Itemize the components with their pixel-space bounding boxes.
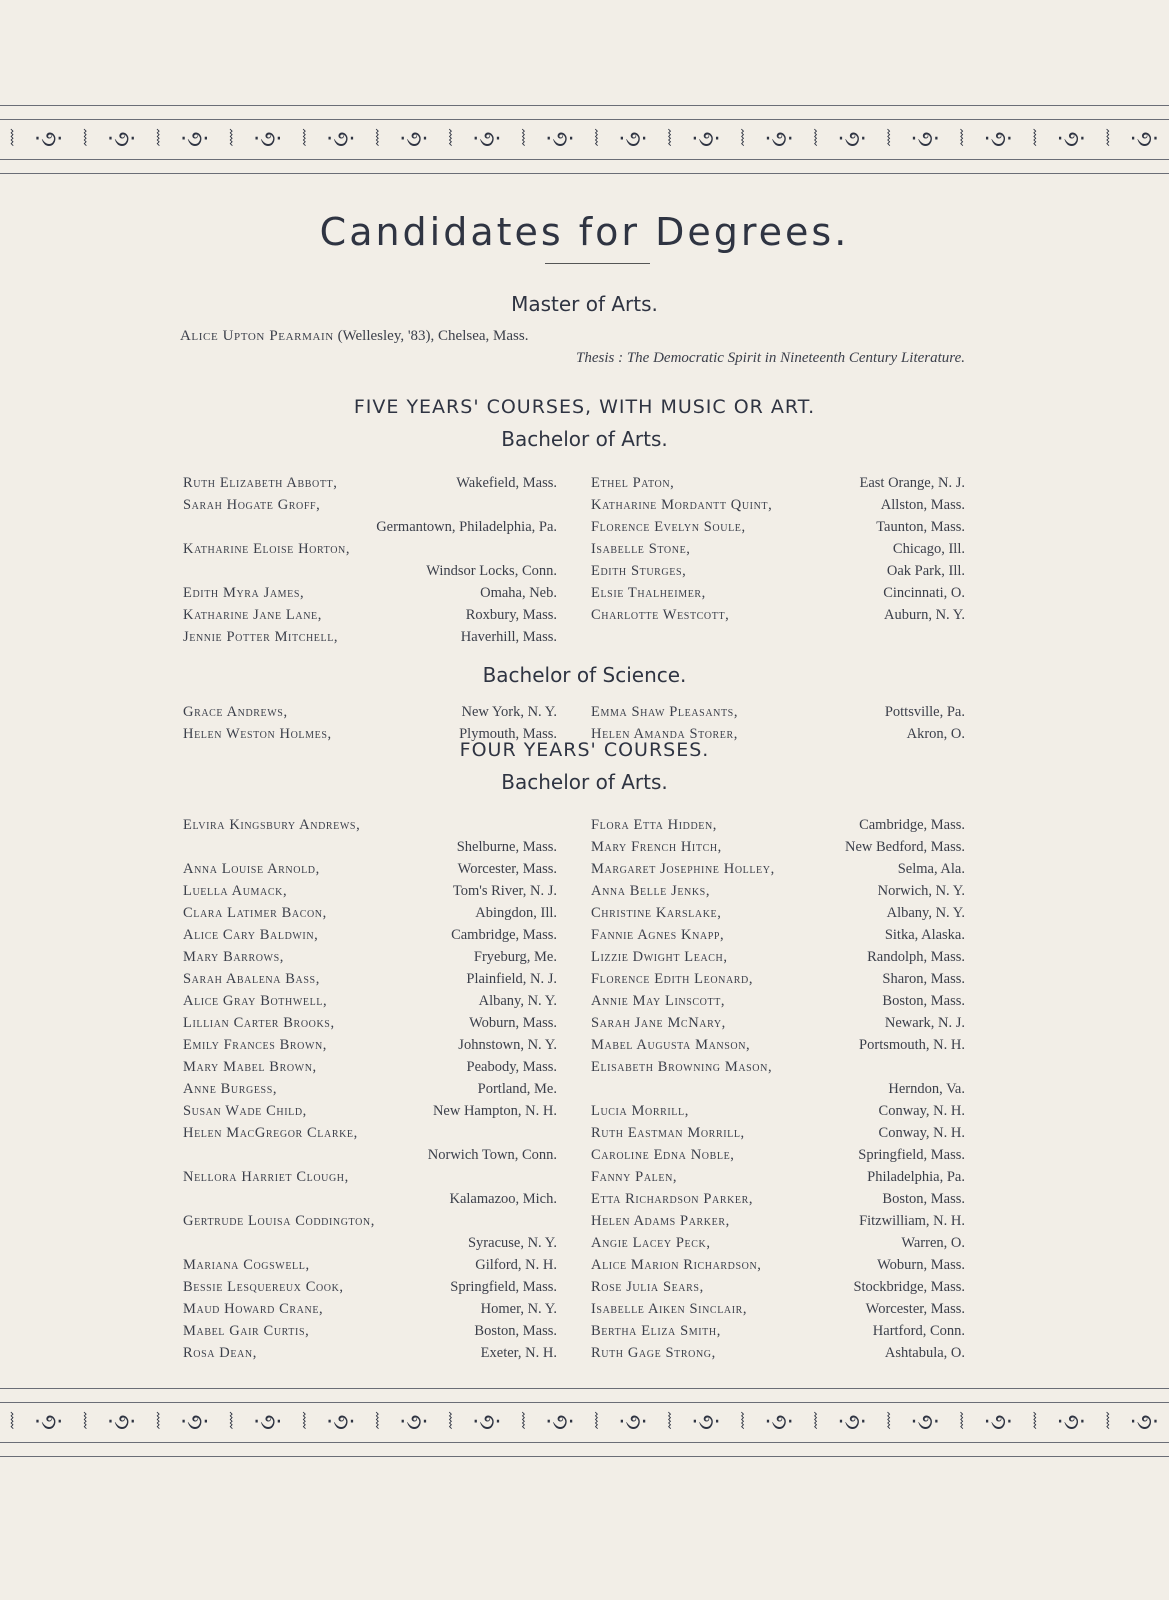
list-item — [591, 1298, 965, 1320]
candidate-hometown: Worcester, Mass. — [865, 1301, 965, 1317]
candidate-name: Gertrude Louisa Coddington, — [183, 1213, 375, 1229]
thesis-title: The Democratic Spirit in Nineteenth Century Literature. — [626, 350, 965, 366]
four-years-heading: FOUR YEARS' COURSES. — [459, 739, 710, 761]
list-item — [591, 1144, 965, 1166]
candidate-hometown: Windsor Locks, Conn. — [426, 563, 557, 579]
candidate-name: Mary French Hitch, — [591, 839, 722, 855]
candidate-name: Elsie Thalheimer, — [591, 585, 706, 601]
candidate-hometown: Springfield, Mass. — [450, 1279, 557, 1295]
wave-ornament-icon: ⦚ — [9, 1409, 15, 1435]
candidate-hometown: Conway, N. H. — [878, 1125, 965, 1141]
swirl-ornament-icon: ·૭· — [180, 126, 210, 152]
candidate-hometown: Syracuse, N. Y. — [467, 1235, 557, 1251]
wave-ornament-icon: ⦚ — [521, 126, 526, 152]
candidate-name: Nellora Harriet Clough, — [183, 1169, 349, 1185]
candidate-name: Mary Barrows, — [183, 949, 284, 965]
wave-ornament-icon: ⦚ — [1032, 126, 1038, 152]
candidate-name: Sarah Hogate Groff, — [183, 497, 321, 513]
list-item — [591, 924, 965, 946]
candidate-hometown: Portland, Me. — [477, 1081, 557, 1097]
candidate-name: Ethel Paton, — [591, 475, 675, 491]
candidate-hometown: Chicago, Ill. — [892, 541, 965, 557]
candidate-name: Anna Belle Jenks, — [591, 883, 711, 899]
candidate-name: Bertha Eliza Smith, — [591, 1323, 721, 1339]
candidate-hometown: Warren, O. — [901, 1235, 965, 1251]
wave-ornament-icon: ⦚ — [375, 1409, 380, 1435]
wave-ornament-icon: ⦚ — [448, 126, 453, 152]
wave-ornament-icon: ⦚ — [448, 1409, 453, 1435]
candidate-name: Mariana Cogswell, — [183, 1257, 310, 1273]
candidate-hometown: Fryeburg, Me. — [473, 949, 557, 965]
candidate-name: Annie May Linscott, — [591, 993, 726, 1009]
wave-ornament-icon: ⦚ — [521, 1409, 526, 1435]
list-item — [591, 472, 965, 494]
swirl-ornament-icon: ·૭· — [326, 126, 356, 152]
candidate-name: Mabel Augusta Manson, — [591, 1037, 751, 1053]
candidate-name: Anne Burgess, — [183, 1081, 278, 1097]
list-item — [591, 582, 965, 604]
candidate-name: Fannie Agnes Knapp, — [591, 927, 725, 943]
candidate-name: Clara Latimer Bacon, — [183, 905, 327, 921]
candidate-name: Florence Evelyn Soule, — [591, 519, 746, 535]
candidate-name: Sarah Jane McNary, — [591, 1015, 726, 1031]
list-item — [591, 1100, 965, 1122]
swirl-ornament-icon: ·૭· — [472, 126, 502, 152]
master-details: (Wellesley, '83), Chelsea, Mass. — [337, 328, 529, 344]
swirl-ornament-icon: ·૭· — [1129, 126, 1159, 152]
list-item — [591, 560, 965, 582]
list-item — [183, 701, 557, 723]
list-item — [183, 1034, 557, 1056]
swirl-ornament-icon: ·૭· — [399, 126, 429, 152]
list-item — [183, 1254, 557, 1276]
master-thesis — [576, 350, 965, 367]
list-item — [183, 924, 557, 946]
list-item — [591, 1034, 965, 1056]
candidate-hometown: Portsmouth, N. H. — [859, 1037, 965, 1053]
swirl-ornament-icon: ·૭· — [1129, 1409, 1159, 1435]
swirl-ornament-icon: ·૭· — [107, 126, 137, 152]
candidate-name: Helen Weston Holmes, — [183, 726, 332, 742]
candidate-name: Bessie Lesquereux Cook, — [183, 1279, 344, 1295]
list-item — [183, 582, 557, 604]
candidate-name: Christine Karslake, — [591, 905, 722, 921]
list-item — [183, 472, 557, 494]
candidate-hometown: Haverhill, Mass. — [460, 629, 557, 645]
list-item — [183, 1122, 557, 1144]
candidate-name: Katharine Eloise Horton, — [183, 541, 351, 557]
list-item — [183, 1056, 557, 1078]
swirl-ornament-icon: ·૭· — [33, 126, 64, 152]
swirl-ornament-icon: ·૭· — [545, 1409, 575, 1435]
list-item — [183, 1078, 557, 1100]
list-item — [183, 1320, 557, 1342]
candidate-hometown: Kalamazoo, Mich. — [449, 1191, 557, 1207]
candidate-hometown: Plymouth, Mass. — [459, 726, 557, 742]
candidate-hometown: Stockbridge, Mass. — [853, 1279, 965, 1295]
candidate-name: Ruth Gage Strong, — [591, 1345, 716, 1361]
candidate-name: Angie Lacey Peck, — [591, 1235, 711, 1251]
five-years-ba-right — [591, 472, 965, 626]
candidate-hometown: Sharon, Mass. — [882, 971, 965, 987]
candidate-name: Isabelle Aiken Sinclair, — [591, 1301, 748, 1317]
list-item — [591, 1122, 965, 1144]
list-item — [591, 990, 965, 1012]
swirl-ornament-icon: ·૭· — [618, 1409, 648, 1435]
candidate-name: Caroline Edna Noble, — [591, 1147, 735, 1163]
swirl-ornament-icon: ·૭· — [691, 126, 721, 152]
candidate-name: Florence Edith Leonard, — [591, 971, 754, 987]
swirl-ornament-icon: ·૭· — [837, 126, 867, 152]
list-item — [591, 1056, 965, 1078]
candidate-hometown: Johnstown, N. Y. — [458, 1037, 557, 1053]
list-item — [183, 494, 557, 516]
master-name: Alice Upton Pearmain — [180, 328, 334, 344]
candidate-hometown: Woburn, Mass. — [877, 1257, 965, 1273]
candidate-hometown: Plainfield, N. J. — [466, 971, 557, 987]
list-item — [591, 880, 965, 902]
list-item — [591, 1276, 965, 1298]
swirl-ornament-icon: ·૭· — [545, 126, 575, 152]
candidate-name: Lucia Morrill, — [591, 1103, 689, 1119]
candidate-name: Rose Julia Sears, — [591, 1279, 704, 1295]
candidate-name: Alice Marion Richardson, — [591, 1257, 762, 1273]
candidate-name: Elisabeth Browning Mason, — [591, 1059, 773, 1075]
swirl-ornament-icon: ·૭· — [983, 126, 1013, 152]
ornament-row — [0, 123, 1169, 155]
candidate-name: Edith Myra James, — [183, 585, 305, 601]
candidate-hometown: Albany, N. Y. — [478, 993, 557, 1009]
candidate-name: Ruth Elizabeth Abbott, — [183, 475, 338, 491]
candidate-name: Emily Frances Brown, — [183, 1037, 328, 1053]
candidate-name: Grace Andrews, — [183, 704, 288, 720]
swirl-ornament-icon: ·૭· — [399, 1409, 429, 1435]
candidate-name: Etta Richardson Parker, — [591, 1191, 754, 1207]
candidate-hometown: Roxbury, Mass. — [465, 607, 557, 623]
list-item — [591, 494, 965, 516]
candidate-hometown: Cambridge, Mass. — [451, 927, 557, 943]
master-heading: Master of Arts. — [511, 292, 658, 316]
list-item — [591, 902, 965, 924]
candidate-hometown: Herndon, Va. — [888, 1081, 965, 1097]
list-item — [591, 1012, 965, 1034]
candidate-name: Maud Howard Crane, — [183, 1301, 324, 1317]
list-item — [183, 902, 557, 924]
thesis-label: Thesis : — [576, 350, 624, 366]
list-item — [183, 880, 557, 902]
wave-ornament-icon: ⦚ — [959, 126, 964, 152]
candidate-name: Katharine Jane Lane, — [183, 607, 322, 623]
list-item — [591, 1188, 965, 1210]
wave-ornament-icon: ⦚ — [301, 126, 307, 152]
wave-ornament-icon: ⦚ — [228, 1409, 234, 1435]
candidate-hometown: Sitka, Alaska. — [884, 927, 965, 943]
candidate-hometown: Taunton, Mass. — [876, 519, 965, 535]
wave-ornament-icon: ⦚ — [667, 1409, 672, 1435]
candidate-name: Lizzie Dwight Leach, — [591, 949, 728, 965]
list-item — [591, 858, 965, 880]
candidate-name: Mary Mabel Brown, — [183, 1059, 317, 1075]
five-years-ba-heading: Bachelor of Arts. — [501, 427, 668, 451]
candidate-hometown: Selma, Ala. — [897, 861, 965, 877]
list-item — [183, 1342, 557, 1364]
candidate-hometown: Abingdon, Ill. — [475, 905, 557, 921]
list-item — [591, 1078, 965, 1100]
list-item — [183, 968, 557, 990]
wave-ornament-icon: ⦚ — [1105, 1409, 1111, 1435]
candidate-hometown: Woburn, Mass. — [469, 1015, 557, 1031]
list-item — [183, 626, 557, 648]
candidate-name: Alice Cary Baldwin, — [183, 927, 319, 943]
candidate-hometown: Conway, N. H. — [878, 1103, 965, 1119]
list-item — [591, 1342, 965, 1364]
swirl-ornament-icon: ·૭· — [764, 1409, 794, 1435]
wave-ornament-icon: ⦚ — [1105, 126, 1111, 152]
candidate-name: Charlotte Westcott, — [591, 607, 730, 623]
candidate-hometown: Exeter, N. H. — [480, 1345, 557, 1361]
candidate-hometown: Boston, Mass. — [474, 1323, 557, 1339]
wave-ornament-icon: ⦚ — [667, 126, 672, 152]
list-item — [591, 516, 965, 538]
candidate-hometown: Allston, Mass. — [880, 497, 965, 513]
candidate-name: Luella Aumack, — [183, 883, 288, 899]
candidate-hometown: East Orange, N. J. — [859, 475, 965, 491]
candidate-hometown: Boston, Mass. — [882, 993, 965, 1009]
list-item — [591, 1210, 965, 1232]
list-item — [591, 968, 965, 990]
list-item — [183, 604, 557, 626]
list-item — [183, 814, 557, 836]
wave-ornament-icon: ⦚ — [155, 1409, 161, 1435]
wave-ornament-icon: ⦚ — [813, 126, 818, 152]
five-years-heading: FIVE YEARS' COURSES, WITH MUSIC OR ART. — [353, 396, 816, 418]
candidate-hometown: Cambridge, Mass. — [859, 817, 965, 833]
candidate-hometown: Cincinnati, O. — [883, 585, 965, 601]
candidate-hometown: Ashtabula, O. — [884, 1345, 965, 1361]
list-item — [591, 1166, 965, 1188]
candidate-name: Jennie Potter Mitchell, — [183, 629, 339, 645]
wave-ornament-icon: ⦚ — [594, 126, 599, 152]
wave-ornament-icon: ⦚ — [886, 126, 891, 152]
five-years-ba-left — [183, 472, 557, 648]
swirl-ornament-icon: ·૭· — [326, 1409, 356, 1435]
swirl-ornament-icon: ·૭· — [983, 1409, 1013, 1435]
list-item — [183, 1298, 557, 1320]
candidate-hometown: Auburn, N. Y. — [884, 607, 965, 623]
candidate-name: Emma Shaw Pleasants, — [591, 704, 739, 720]
candidate-name: Flora Etta Hidden, — [591, 817, 718, 833]
candidate-name: Elvira Kingsbury Andrews, — [183, 817, 361, 833]
candidate-hometown: Germantown, Philadelphia, Pa. — [376, 519, 557, 535]
candidate-name: Edith Sturges, — [591, 563, 687, 579]
candidate-hometown: Peabody, Mass. — [466, 1059, 557, 1075]
swirl-ornament-icon: ·૭· — [33, 1409, 64, 1435]
list-item — [183, 560, 557, 582]
list-item — [591, 1254, 965, 1276]
candidate-hometown: Norwich, N. Y. — [877, 883, 965, 899]
bottom-ornamental-border — [0, 1388, 1169, 1456]
swirl-ornament-icon: ·૭· — [764, 126, 794, 152]
candidate-name: Ruth Eastman Morrill, — [591, 1125, 745, 1141]
wave-ornament-icon: ⦚ — [82, 1409, 88, 1435]
swirl-ornament-icon: ·૭· — [180, 1409, 210, 1435]
candidate-name: Katharine Mordantt Quint, — [591, 497, 773, 513]
candidate-hometown: Fitzwilliam, N. H. — [859, 1213, 965, 1229]
top-ornamental-border — [0, 105, 1169, 173]
candidate-name: Helen Amanda Storer, — [591, 726, 739, 742]
list-item — [183, 516, 557, 538]
list-item — [183, 1100, 557, 1122]
list-item — [183, 1012, 557, 1034]
list-item — [183, 858, 557, 880]
candidate-name: Fanny Palen, — [591, 1169, 678, 1185]
candidate-hometown: Worcester, Mass. — [457, 861, 557, 877]
candidate-name: Helen MacGregor Clarke, — [183, 1125, 358, 1141]
list-item — [591, 538, 965, 560]
list-item — [183, 1166, 557, 1188]
list-item — [591, 701, 965, 723]
list-item — [183, 990, 557, 1012]
four-years-left — [183, 814, 557, 1364]
candidate-hometown: Tom's River, N. J. — [452, 883, 557, 899]
wave-ornament-icon: ⦚ — [594, 1409, 599, 1435]
candidate-hometown: New Hampton, N. H. — [432, 1103, 557, 1119]
page-title: Candidates for Degrees. — [319, 210, 850, 254]
list-item — [183, 1188, 557, 1210]
candidate-name: Isabelle Stone, — [591, 541, 691, 557]
candidate-name: Mabel Gair Curtis, — [183, 1323, 310, 1339]
list-item — [183, 1276, 557, 1298]
ornament-row — [0, 1406, 1169, 1438]
wave-ornament-icon: ⦚ — [886, 1409, 891, 1435]
wave-ornament-icon: ⦚ — [301, 1409, 307, 1435]
candidate-hometown: Newark, N. J. — [884, 1015, 965, 1031]
swirl-ornament-icon: ·૭· — [910, 1409, 940, 1435]
list-item — [591, 1320, 965, 1342]
swirl-ornament-icon: ·૭· — [472, 1409, 502, 1435]
swirl-ornament-icon: ·૭· — [910, 126, 940, 152]
swirl-ornament-icon: ·૭· — [107, 1409, 137, 1435]
swirl-ornament-icon: ·૭· — [691, 1409, 721, 1435]
four-years-right — [591, 814, 965, 1364]
swirl-ornament-icon: ·૭· — [618, 126, 648, 152]
list-item — [183, 1232, 557, 1254]
candidate-hometown: Shelburne, Mass. — [456, 839, 557, 855]
candidate-name: Sarah Abalena Bass, — [183, 971, 320, 987]
wave-ornament-icon: ⦚ — [740, 1409, 745, 1435]
swirl-ornament-icon: ·૭· — [253, 1409, 283, 1435]
candidate-hometown: Oak Park, Ill. — [886, 563, 965, 579]
list-item — [183, 1144, 557, 1166]
candidate-hometown: Homer, N. Y. — [480, 1301, 557, 1317]
candidate-name: Helen Adams Parker, — [591, 1213, 730, 1229]
title-underline — [545, 263, 650, 264]
swirl-ornament-icon: ·૭· — [837, 1409, 867, 1435]
candidate-name: Susan Wade Child, — [183, 1103, 307, 1119]
four-years-ba-heading: Bachelor of Arts. — [501, 770, 668, 794]
candidate-hometown: Omaha, Neb. — [480, 585, 557, 601]
candidate-hometown: Randolph, Mass. — [867, 949, 965, 965]
list-item — [591, 604, 965, 626]
wave-ornament-icon: ⦚ — [375, 126, 380, 152]
candidate-hometown: Philadelphia, Pa. — [867, 1169, 965, 1185]
wave-ornament-icon: ⦚ — [959, 1409, 964, 1435]
wave-ornament-icon: ⦚ — [155, 126, 161, 152]
list-item — [591, 814, 965, 836]
candidate-name: Anna Louise Arnold, — [183, 861, 320, 877]
candidate-name: Alice Gray Bothwell, — [183, 993, 328, 1009]
list-item — [183, 946, 557, 968]
wave-ornament-icon: ⦚ — [9, 126, 15, 152]
candidate-hometown: New Bedford, Mass. — [844, 839, 965, 855]
candidate-hometown: Hartford, Conn. — [872, 1323, 965, 1339]
candidate-name: Lillian Carter Brooks, — [183, 1015, 335, 1031]
candidate-hometown: Boston, Mass. — [882, 1191, 965, 1207]
list-item — [591, 946, 965, 968]
candidate-hometown: New York, N. Y. — [461, 704, 557, 720]
wave-ornament-icon: ⦚ — [228, 126, 234, 152]
candidate-hometown: Norwich Town, Conn. — [427, 1147, 557, 1163]
swirl-ornament-icon: ·૭· — [253, 126, 283, 152]
wave-ornament-icon: ⦚ — [1032, 1409, 1038, 1435]
swirl-ornament-icon: ·૭· — [1056, 1409, 1086, 1435]
wave-ornament-icon: ⦚ — [740, 126, 745, 152]
list-item — [591, 1232, 965, 1254]
list-item — [591, 836, 965, 858]
list-item — [183, 538, 557, 560]
candidate-hometown: Gilford, N. H. — [475, 1257, 557, 1273]
list-item — [183, 836, 557, 858]
five-years-bs-heading: Bachelor of Science. — [482, 663, 687, 687]
swirl-ornament-icon: ·૭· — [1056, 126, 1086, 152]
candidate-hometown: Albany, N. Y. — [886, 905, 965, 921]
wave-ornament-icon: ⦚ — [82, 126, 88, 152]
candidate-hometown: Pottsville, Pa. — [884, 704, 965, 720]
candidate-name: Rosa Dean, — [183, 1345, 257, 1361]
candidate-hometown: Akron, O. — [906, 726, 965, 742]
list-item — [183, 1210, 557, 1232]
candidate-hometown: Wakefield, Mass. — [456, 475, 557, 491]
candidate-hometown: Springfield, Mass. — [858, 1147, 965, 1163]
candidate-name: Margaret Josephine Holley, — [591, 861, 775, 877]
master-entry — [180, 328, 528, 345]
wave-ornament-icon: ⦚ — [813, 1409, 818, 1435]
